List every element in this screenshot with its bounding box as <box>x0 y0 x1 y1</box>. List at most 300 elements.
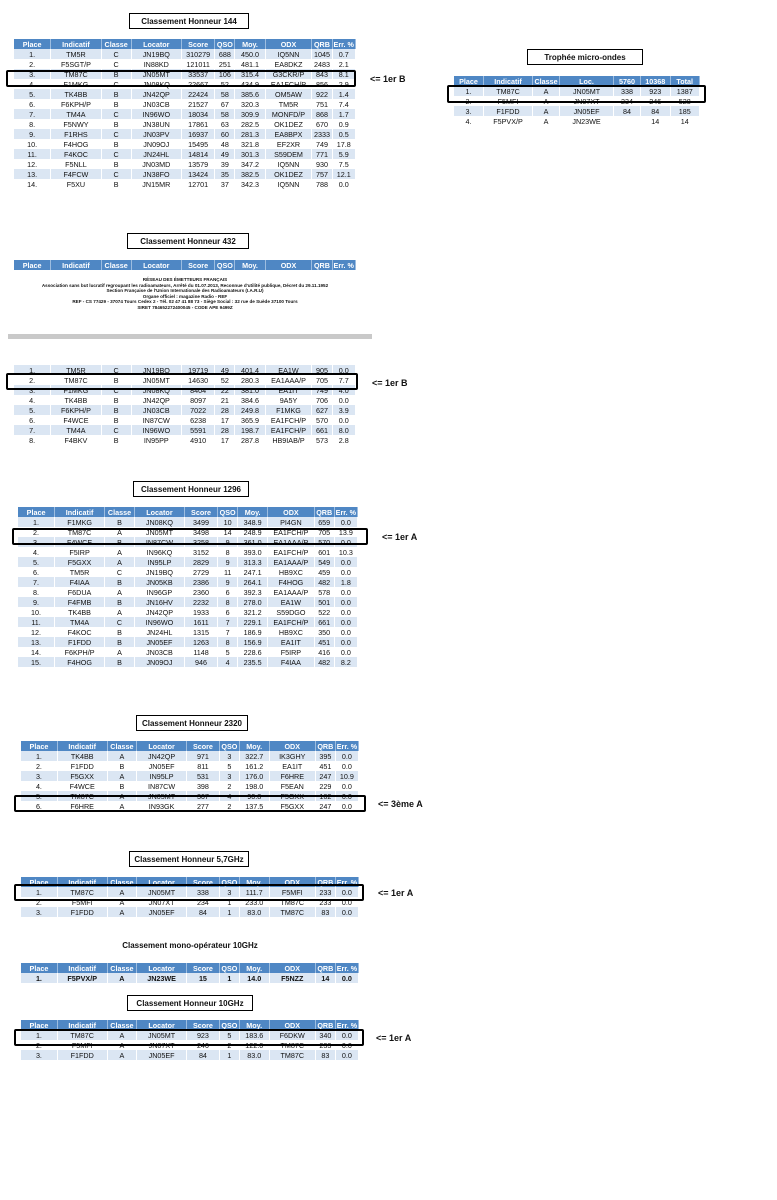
table-cell: 382.5 <box>235 169 265 179</box>
table-cell: 688 <box>215 49 235 59</box>
table-row <box>14 99 356 109</box>
table-cell: A <box>107 771 137 781</box>
column-header: Place <box>21 877 57 887</box>
table-cell: F5NZZ <box>269 973 315 983</box>
table-cell: 6 <box>218 607 238 617</box>
table-cell: 0.0 <box>334 517 357 527</box>
table-cell: 14630 <box>181 375 214 385</box>
table-cell: EA1FCH/P <box>265 79 312 89</box>
table-cell: 1 <box>219 1050 239 1060</box>
table-row <box>21 897 359 907</box>
table-cell: B <box>105 627 135 637</box>
table-cell: F1MKG <box>51 79 101 89</box>
table-cell: 277 <box>186 801 219 811</box>
table-cell: 0.0 <box>334 627 357 637</box>
table-cell: 176.0 <box>239 771 269 781</box>
table-cell: 11. <box>18 617 55 627</box>
table-cell: 235.5 <box>238 657 268 667</box>
table-cell: IN96WO <box>134 617 184 627</box>
table-cell: F5GXX <box>57 771 107 781</box>
table-cell: S59DEM <box>265 149 312 159</box>
table-cell: 8. <box>18 587 55 597</box>
table-row <box>14 365 356 375</box>
table-cell: 83 <box>315 907 335 917</box>
table-cell: 233 <box>315 1040 335 1050</box>
table-cell: EA1FCH/P <box>265 425 312 435</box>
table-cell: JN15MR <box>131 179 181 189</box>
header-row <box>21 877 359 887</box>
table-cell: 15495 <box>181 139 214 149</box>
table-cell: 251 <box>215 59 235 69</box>
table-cell: 384.6 <box>235 395 265 405</box>
table-cell: 322.7 <box>239 751 269 761</box>
table-cell: 5. <box>14 405 51 415</box>
column-header: Indicatif <box>483 76 532 86</box>
table-row <box>14 119 356 129</box>
table-cell: IN88KD <box>131 59 181 69</box>
table-cell: 52 <box>215 79 235 89</box>
table-cell: 971 <box>186 751 219 761</box>
table-cell: 14 <box>218 527 238 537</box>
table-cell: 0.0 <box>335 761 358 771</box>
table-cell: 0.0 <box>335 1040 358 1050</box>
table-cell: F5GXX <box>269 801 315 811</box>
table-cell: F5MFI <box>269 887 315 897</box>
table-cell: 367 <box>186 791 219 801</box>
table-cell: 14 <box>641 116 670 126</box>
table-row <box>21 1050 359 1060</box>
table-cell: A <box>105 557 135 567</box>
column-header: Locator <box>134 507 184 517</box>
table-cell: 1148 <box>184 647 217 657</box>
table-cell: 264.1 <box>238 577 268 587</box>
table-cell: A <box>533 106 560 116</box>
table-row <box>21 771 359 781</box>
column-header: QSO <box>221 963 238 973</box>
table-cell: TM87C <box>57 887 107 897</box>
table-cell: 8.2 <box>334 657 357 667</box>
table-cell: 451 <box>314 637 334 647</box>
table-cell: B <box>101 119 131 129</box>
table-cell: 12. <box>14 159 51 169</box>
table-cell: 246 <box>186 1040 219 1050</box>
ref-line: Association sans but lucratif regroupant les radioamateurs, Arrêté du 01.07.2013, Reconnue d'utilité publique, Décret du 29.11.1952 <box>41 282 329 288</box>
table-cell: 393.0 <box>238 547 268 557</box>
table-cell: B <box>105 537 135 547</box>
table-cell: 7.4 <box>332 99 356 109</box>
table-cell: 0.0 <box>334 587 357 597</box>
table-cell: IN96GP <box>134 587 184 597</box>
table-cell: 342.3 <box>235 179 265 189</box>
table-cell: 0.0 <box>335 1050 358 1060</box>
table-row <box>14 395 356 405</box>
table-cell: 33537 <box>181 69 214 79</box>
table-cell: C <box>101 149 131 159</box>
table-cell: 482 <box>314 657 334 667</box>
table-cell: 7 <box>218 617 238 627</box>
column-header: Locator <box>137 963 187 973</box>
table-cell: JN05EF <box>137 761 187 771</box>
table-cell: JN05EF <box>560 106 614 116</box>
table-row <box>14 149 356 159</box>
table-cell: 0.0 <box>335 791 358 801</box>
table-cell: 450.0 <box>235 49 265 59</box>
table-cell: F1FDD <box>57 1050 107 1060</box>
table-row <box>18 567 358 577</box>
column-header: Place <box>18 507 55 517</box>
table-cell: JN05MT <box>137 791 187 801</box>
table-cell: 7. <box>14 425 51 435</box>
table-cell: F6HRE <box>57 801 107 811</box>
column-header: Err. % <box>333 39 354 49</box>
table-cell: TK4BB <box>51 89 101 99</box>
table-cell: 17861 <box>181 119 214 129</box>
table-cell: 7022 <box>181 405 214 415</box>
table-cell: 0.9 <box>332 119 356 129</box>
table-cell: 22 <box>215 385 235 395</box>
table-cell: 83.0 <box>239 907 269 917</box>
note-57: <= 1er A <box>378 888 414 898</box>
table-cell: A <box>533 86 560 96</box>
column-header: Moy. <box>239 963 269 973</box>
table-cell: A <box>105 527 135 537</box>
table-row <box>21 887 359 897</box>
table-cell: F4IAA <box>55 577 105 587</box>
note-144: <= 1er B <box>370 74 406 84</box>
table-cell: A <box>107 897 137 907</box>
column-header: Locator <box>137 741 187 751</box>
table-cell: 2. <box>21 897 57 907</box>
table-cell: 930 <box>312 159 332 169</box>
table-cell: 10. <box>14 139 51 149</box>
table-cell: 531 <box>186 771 219 781</box>
table-cell: 4. <box>14 395 51 405</box>
table-cell: 6238 <box>181 415 214 425</box>
table-cell: 12701 <box>181 179 214 189</box>
table-cell: B <box>101 435 131 445</box>
table-cell: 10. <box>18 607 55 617</box>
table-cell: EA1IT <box>265 385 312 395</box>
table-cell: IQ5NN <box>265 49 312 59</box>
table-cell: 0.0 <box>332 415 356 425</box>
table-cell: C <box>101 169 131 179</box>
table-cell: F4KOC <box>51 149 101 159</box>
column-header: Locator <box>137 877 187 887</box>
table-cell: 4. <box>14 79 51 89</box>
table-row <box>18 617 358 627</box>
table-cell: JN05KB <box>134 577 184 587</box>
table-cell: A <box>533 116 560 126</box>
table-cell: 4 <box>219 791 239 801</box>
table-cell: B <box>101 375 131 385</box>
table-cell: 4.0 <box>332 385 356 395</box>
table-cell: 1387 <box>670 86 700 96</box>
table-cell: EA1FCH/P <box>268 527 315 537</box>
table-cell: 15. <box>18 657 55 667</box>
table-cell: 1. <box>21 887 57 897</box>
table-cell: A <box>107 801 137 811</box>
table-cell: 749 <box>312 139 332 149</box>
table-cell: 21 <box>215 395 235 405</box>
table-row <box>14 89 356 99</box>
table-cell: JN24HL <box>131 149 181 159</box>
table-cell: EA1W <box>268 597 315 607</box>
table-cell: 2333 <box>312 129 332 139</box>
table-cell: 1 <box>219 973 239 983</box>
table-cell: IN96KQ <box>134 547 184 557</box>
table-cell: 923 <box>641 86 670 96</box>
table-row <box>21 751 359 761</box>
table-cell: 923 <box>186 1030 219 1040</box>
table-cell: 451 <box>315 761 335 771</box>
table-cell: EA1AAA/P <box>268 537 315 547</box>
column-header: Classe <box>534 76 558 86</box>
table-cell: JN03CB <box>134 647 184 657</box>
table-cell: 0.0 <box>335 781 358 791</box>
table-row <box>14 69 356 79</box>
table-cell: 48 <box>215 139 235 149</box>
table-cell: JN05MT <box>131 69 181 79</box>
header-row <box>14 39 356 49</box>
table-cell: A <box>107 1040 137 1050</box>
table-cell: F1MKG <box>51 385 101 395</box>
table-cell: 83.0 <box>239 1050 269 1060</box>
column-header: QRB <box>312 260 332 270</box>
table-cell: EA8DKZ <box>265 59 312 69</box>
table-cell: 6. <box>14 415 51 425</box>
table-cell: JN19BQ <box>131 365 181 375</box>
table-cell: 67 <box>215 99 235 109</box>
table-cell: IQ5NN <box>265 159 312 169</box>
column-header: QRB <box>317 877 334 887</box>
table-cell: 578 <box>314 587 334 597</box>
table-cell: 946 <box>184 657 217 667</box>
table-cell: 185 <box>670 106 700 116</box>
table-cell: OK1DEZ <box>265 119 312 129</box>
table-cell: 8.0 <box>332 425 356 435</box>
table-cell: IN87CW <box>137 781 187 791</box>
table-cell: 17 <box>215 435 235 445</box>
column-header: QRB <box>317 963 334 973</box>
table-cell: 39 <box>215 159 235 169</box>
table-cell: A <box>107 973 137 983</box>
table-cell: 659 <box>314 517 334 527</box>
table-cell: B <box>105 637 135 647</box>
table-cell: 84 <box>186 1050 219 1060</box>
title-432: Classement Honneur 432 <box>127 233 249 249</box>
table-cell: 4. <box>454 116 483 126</box>
header-row <box>454 76 700 86</box>
table-row <box>18 597 358 607</box>
column-header: Place <box>21 1020 57 1030</box>
column-header: Indicatif <box>57 741 107 751</box>
table-cell: 246 <box>641 96 670 106</box>
table-cell: 35 <box>215 169 235 179</box>
table-cell: F4WCE <box>51 415 101 425</box>
table-row <box>14 59 356 69</box>
table-cell: F5MFI <box>57 1040 107 1050</box>
table-cell: 3.9 <box>332 405 356 415</box>
table-cell: 1.4 <box>332 89 356 99</box>
column-header: Score <box>181 39 214 49</box>
table-row <box>454 96 700 106</box>
column-header: QRB <box>317 1020 334 1030</box>
table-cell: JN05MT <box>134 527 184 537</box>
table-cell: TM87C <box>51 69 101 79</box>
table-cell: 233.0 <box>239 897 269 907</box>
table-cell: JN03CB <box>131 405 181 415</box>
table-cell: C <box>101 425 131 435</box>
table-cell: 501 <box>314 597 334 607</box>
table-cell: 15 <box>186 973 219 983</box>
table-cell: 247.1 <box>238 567 268 577</box>
table-cell: 570 <box>314 537 334 547</box>
table-57 <box>21 877 359 917</box>
table-cell: IN87CW <box>134 537 184 547</box>
column-header: QSO <box>215 39 235 49</box>
table-cell: 2 <box>219 1040 239 1050</box>
table-cell: 309.9 <box>235 109 265 119</box>
table-cell: B <box>101 69 131 79</box>
column-header: Place <box>454 76 483 86</box>
table-cell: JN07XT <box>560 96 614 106</box>
table-row <box>14 425 356 435</box>
table-cell: TM87C <box>55 527 105 537</box>
table-cell: 385.6 <box>235 89 265 99</box>
table-row <box>18 577 358 587</box>
table-cell: IK3GHY <box>269 751 315 761</box>
table-cell: A <box>107 887 137 897</box>
table-row <box>18 517 358 527</box>
table-cell: 282.5 <box>235 119 265 129</box>
table-row <box>454 86 700 96</box>
table-cell: 601 <box>314 547 334 557</box>
table-cell: 0.0 <box>332 365 356 375</box>
table-row <box>14 375 356 385</box>
table-cell: 3499 <box>184 517 217 527</box>
table-cell: 4 <box>218 657 238 667</box>
table-cell: 0.0 <box>334 617 357 627</box>
table-cell: 14. <box>14 179 51 189</box>
table-cell: 0.0 <box>335 887 358 897</box>
table-cell: F4BKV <box>51 435 101 445</box>
note-1296: <= 1er A <box>382 532 418 542</box>
table-cell: 8 <box>218 547 238 557</box>
table-cell: 3. <box>14 385 51 395</box>
table-cell: 1933 <box>184 607 217 617</box>
table-cell: 17.8 <box>332 139 356 149</box>
table-cell: JN09OJ <box>131 139 181 149</box>
table-cell: TM4A <box>51 109 101 119</box>
table-cell: TM5R <box>51 49 101 59</box>
table-cell: 198.0 <box>239 781 269 791</box>
table-cell: JN19BQ <box>134 567 184 577</box>
table-cell: A <box>533 96 560 106</box>
table-cell: JN42QP <box>131 89 181 99</box>
table-cell: 3. <box>14 69 51 79</box>
table-cell: JN05EF <box>137 1050 187 1060</box>
table-cell: 1611 <box>184 617 217 627</box>
table-cell: 661 <box>312 425 332 435</box>
table-cell: F4KOC <box>55 627 105 637</box>
table-cell: F6KPH/P <box>55 647 105 657</box>
table-cell: 2. <box>21 761 57 771</box>
table-cell <box>614 116 641 126</box>
table-cell: 58 <box>215 89 235 99</box>
table-cell: MONFD/P <box>265 109 312 119</box>
table-cell: B <box>105 577 135 587</box>
table-cell: 63 <box>215 119 235 129</box>
column-header: ODX <box>269 741 315 751</box>
table-cell: 1. <box>14 49 51 59</box>
table-cell: B <box>101 159 131 169</box>
table-cell: 570 <box>312 415 332 425</box>
table-cell: S59DGO <box>268 607 315 617</box>
table-cell: 19719 <box>181 365 214 375</box>
table-cell: TM87C <box>269 1050 315 1060</box>
table-cell: 348.9 <box>238 517 268 527</box>
table-cell: 2.8 <box>332 435 356 445</box>
table-cell: IN95PP <box>131 435 181 445</box>
table-cell: F6KPH/P <box>51 99 101 109</box>
ref-line: REF - CS 77429 - 37074 Tours Cedex 2 - Tél. 02 47 41 88 73 - Siège Social : 32 rue de Suède 37100 Tours <box>72 299 298 305</box>
table-row <box>18 637 358 647</box>
table-cell: JN42QP <box>134 607 184 617</box>
column-header: Moy. <box>239 1020 269 1030</box>
table-cell: 9. <box>14 129 51 139</box>
table-cell: TM5R <box>265 99 312 109</box>
ref-line: Section Française de l'Union Internationale des Radioamateurs (I.A.R.U) <box>106 288 264 294</box>
table-cell: 749 <box>312 385 332 395</box>
table-row <box>21 781 359 791</box>
table-cell: 459 <box>314 567 334 577</box>
table-cell: 13424 <box>181 169 214 179</box>
table-row <box>14 109 356 119</box>
table-cell: 8. <box>14 435 51 445</box>
table-cell: 2. <box>18 527 55 537</box>
table-row <box>14 179 356 189</box>
table-cell: 3. <box>454 106 483 116</box>
table-cell: 3. <box>21 771 57 781</box>
table-cell: 1315 <box>184 627 217 637</box>
table-cell: EA1AAA/P <box>265 375 312 385</box>
table-cell: 771 <box>312 149 332 159</box>
table-cell: 843 <box>312 69 332 79</box>
column-header: ODX <box>269 1020 315 1030</box>
column-header: QRB <box>312 39 332 49</box>
table-cell: 17 <box>215 415 235 425</box>
table-row <box>21 973 359 983</box>
table-cell: 1.8 <box>334 577 357 587</box>
table-cell: 14 <box>670 116 700 126</box>
table-row <box>18 527 358 537</box>
title-2320: Classement Honneur 2320 <box>136 715 248 731</box>
table-cell: 2.1 <box>332 59 356 69</box>
table-cell: 627 <box>312 405 332 415</box>
table-cell: 0.0 <box>334 567 357 577</box>
table-cell: 1. <box>454 86 483 96</box>
table-cell: 183.6 <box>239 1030 269 1040</box>
table-cell: 14 <box>315 973 335 983</box>
table-cell: 2. <box>14 59 51 69</box>
column-header: Classe <box>107 963 137 973</box>
table-cell: A <box>105 647 135 657</box>
table-cell: 5. <box>21 791 57 801</box>
table-cell: 229.1 <box>238 617 268 627</box>
table-cell: A <box>107 1030 137 1040</box>
table-cell: 705 <box>314 527 334 537</box>
table-cell: F5IRP <box>268 647 315 657</box>
